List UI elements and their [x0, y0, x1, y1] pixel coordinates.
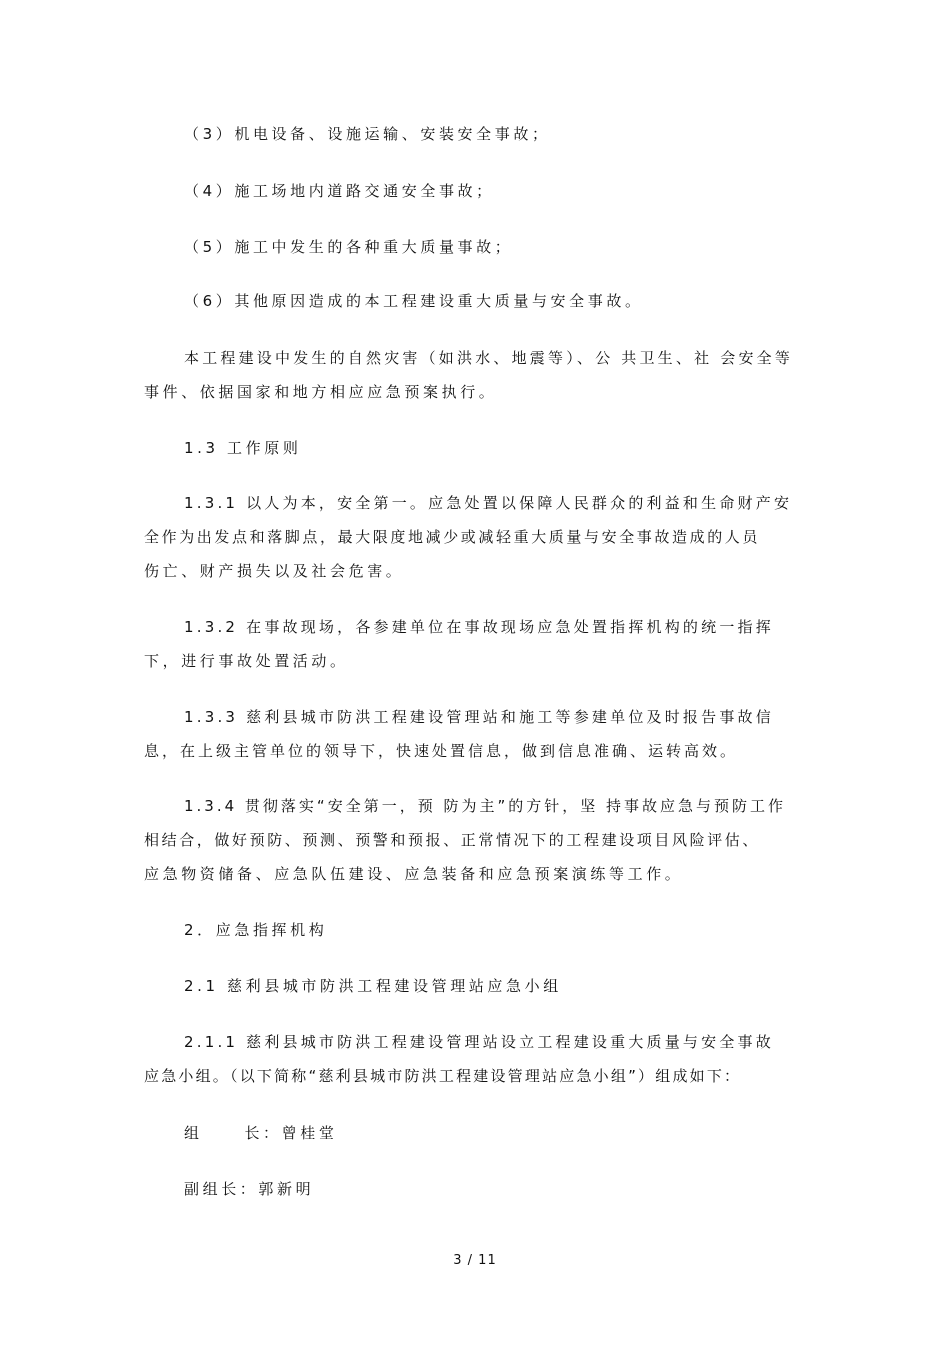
paragraph-line: 相结合，做好预防、预测、预警和预报、正常情况下的工程建设项目风险评估、: [144, 831, 761, 849]
paragraph-line: 应急小组。（以下简称“慈利县城市防洪工程建设管理站应急小组”）组成如下：: [144, 1067, 742, 1085]
paragraph-line: 本工程建设中发生的自然灾害（如洪水、地震等）、公 共卫生、社 会安全等: [184, 349, 794, 367]
paragraph-line: 事件、依据国家和地方相应应急预案执行。: [144, 383, 498, 401]
paragraph-line: 全作为出发点和落脚点，最大限度地减少或减轻重大质量与安全事故造成的人员: [144, 528, 761, 546]
section-heading: 1.3 工作原则: [184, 439, 302, 457]
paragraph-line: 息，在上级主管单位的领导下，快速处置信息，做到信息准确、运转高效。: [144, 742, 739, 760]
list-item-5: （5）施工中发生的各种重大质量事故；: [184, 238, 514, 256]
list-item-6: （6）其他原因造成的本工程建设重大质量与安全事故。: [184, 292, 644, 310]
paragraph-line: 应急物资储备、应急队伍建设、应急装备和应急预案演练等工作。: [144, 865, 684, 883]
paragraph-line: 下，进行事故处置活动。: [144, 652, 349, 670]
section-heading: 2.1 慈利县城市防洪工程建设管理站应急小组: [184, 977, 562, 995]
list-item-4: （4）施工场地内道路交通安全事故；: [184, 182, 495, 200]
paragraph-line: 1.3.1 以人为本，安全第一。应急处置以保障人民群众的利益和生命财产安: [184, 494, 793, 512]
deputy-leader: 副组长：郭新明: [184, 1180, 315, 1198]
paragraph-line: 1.3.2 在事故现场，各参建单位在事故现场应急处置指挥机构的统一指挥: [184, 618, 774, 636]
paragraph-line: 2.1.1 慈利县城市防洪工程建设管理站设立工程建设重大质量与安全事故: [184, 1033, 774, 1051]
paragraph-line: 1.3.3 慈利县城市防洪工程建设管理站和施工等参建单位及时报告事故信: [184, 708, 774, 726]
paragraph-line: 1.3.4 贯彻落实“安全第一，预 防为主”的方针，坚 持事故应急与预防工作: [184, 797, 787, 815]
paragraph-line: 伤亡、财产损失以及社会危害。: [144, 562, 405, 580]
section-heading: 2．应急指挥机构: [184, 921, 328, 939]
team-leader: 组 长：曾桂堂: [184, 1124, 338, 1142]
page-number: 3 / 11: [453, 1253, 497, 1268]
list-item-3: （3）机电设备、设施运输、安装安全事故；: [184, 125, 551, 143]
